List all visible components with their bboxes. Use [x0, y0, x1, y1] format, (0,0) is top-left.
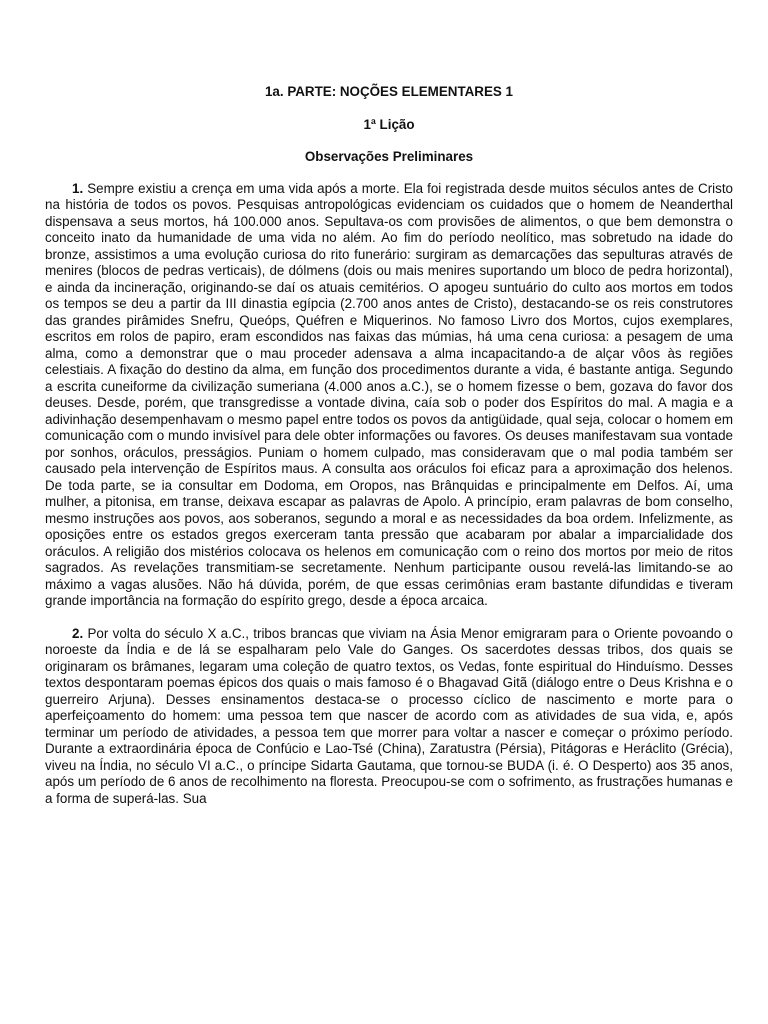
paragraph-2-text: Por volta do século X a.C., tribos brancas que viviam na Ásia Menor emigraram para o Oriente povoando o noroeste da Índia e de lá se espalharam pelo Vale do Ganges. Os sacerdotes dessas tribos, dos quais se originaram os brâmanes, legaram uma coleção de quatro textos, os Vedas, fonte espiritual do Hinduísmo. Desses textos despontaram poemas épicos dos quais o mais famoso é o Bhagavad Gitã (diálogo entre o Deus Krishna e o guerreiro Arjuna). Desses ensinamentos destaca-se o processo cíclico de nascimento e morte para o aperfeiçoamento do homem: uma pessoa tem que nascer de acordo com as atividades de sua vida, e, após terminar um período de atividades, a pessoa tem que morrer para voltar a nascer e começar o próximo período. Durante a extraordinária época de Confúcio e Lao-Tsé (China), Zaratustra (Pérsia), Pitágoras e Heráclito (Grécia), viveu na Índia, no século VI a.C., o príncipe Sidarta Gautama, que tornou-se BUDA (i. é. O Desperto) aos 35 anos, após um período de 6 anos de recolhimento na floresta. Preocupou-se com o sofrimento, as frustrações humanas e a forma de superá-las. Sua: [45, 625, 733, 806]
section-title: Observações Preliminares: [304, 149, 474, 164]
paragraph-2: [45, 626, 733, 808]
document-page: [45, 84, 733, 807]
paragraph-2-number: 2.: [72, 625, 84, 641]
paragraph-1-text: Sempre existiu a crença em uma vida após a morte. Ela foi registrada desde muitos séculos antes de Cristo na história de todos os povos. Pesquisas antropológicas evidenciam os cuidados que o homem de Neanderthal dispensava a seus mortos, há 100.000 anos. Sepultava-os com provisões de alimentos, o que bem demonstra o conceito inato da humanidade de uma vida no além. Ao fim do período neolítico, mas sobretudo na idade do bronze, assistimos a uma evolução curiosa do rito funerário: surgiram as demarcações das sepulturas através de menires (blocos de pedras verticais), de dólmens (dois ou mais menires suportando um bloco de pedra horizontal), e ainda da incineração, originando-se daí os atuais cemitérios. O apogeu suntuário do culto aos mortos em todos os tempos se deu a partir da III dinastia egípcia (2.700 anos antes de Cristo), destacando-se os reis construtores das grandes pirâmides Snefru, Queóps, Quéfren e Miquerinos. No famoso Livro dos Mortos, cujos exemplares, escritos em rolos de papiro, eram escondidos nas faixas das múmias, há uma cena curiosa: a pesagem de uma alma, como a demonstrar que o mau proceder adensava a alma incapacitando-a de alçar vôos às regiões celestiais. A fixação do destino da alma, em função dos procedimentos durante a vida, é bastante antiga. Segundo a escrita cuneiforme da civilização sumeriana (4.000 anos a.C.), se o homem fizesse o bem, gozava do favor dos deuses. Desde, porém, que transgredisse a vontade divina, caía sob o poder dos Espíritos do mal. A magia e a adivinhação desempenhavam o mesmo papel entre todos os povos da antigüidade, qual seja, colocar o homem em comunicação com o mundo invisível para dele obter informações ou favores. Os deuses manifestavam sua vontade por sonhos, oráculos, presságios. Puniam o homem culpado, mas consideravam que o mal podia também ser causado pela intervenção de Espíritos maus. A consulta aos oráculos foi eficaz para a aproximação dos helenos. De toda parte, se ia consultar em Dodoma, em Oropos, nas Brânquidas e principalmente em Delfos. Aí, uma mulher, a pitonisa, em transe, deixava escapar as palavras de Apolo. A princípio, eram palavras de bom conselho, mesmo instruções aos povos, aos soberanos, segundo a moral e as necessidades da boa ordem. Infelizmente, as oposições entre os estados gregos exerceram tanta pressão que acabaram por abalar a imparcialidade dos oráculos. A religião dos mistérios colocava os helenos em comunicação com o reino dos mortos por meio de ritos sagrados. As revelações transmitiam-se secretamente. Nenhum participante ousou revelá-las limitando-se ao máximo a vagas alusões. Não há dúvida, porém, de que essas cerimônias eram bastante difundidas e tiveram grande importância na formação do espírito grego, desde a época arcaica.: [45, 180, 733, 608]
paragraph-1-number: 1.: [72, 180, 84, 196]
paragraph-1: [45, 181, 733, 610]
part-title: 1a. PARTE: NOÇÕES ELEMENTARES 1: [264, 84, 513, 99]
lesson-title: 1ª Lição: [363, 116, 415, 132]
